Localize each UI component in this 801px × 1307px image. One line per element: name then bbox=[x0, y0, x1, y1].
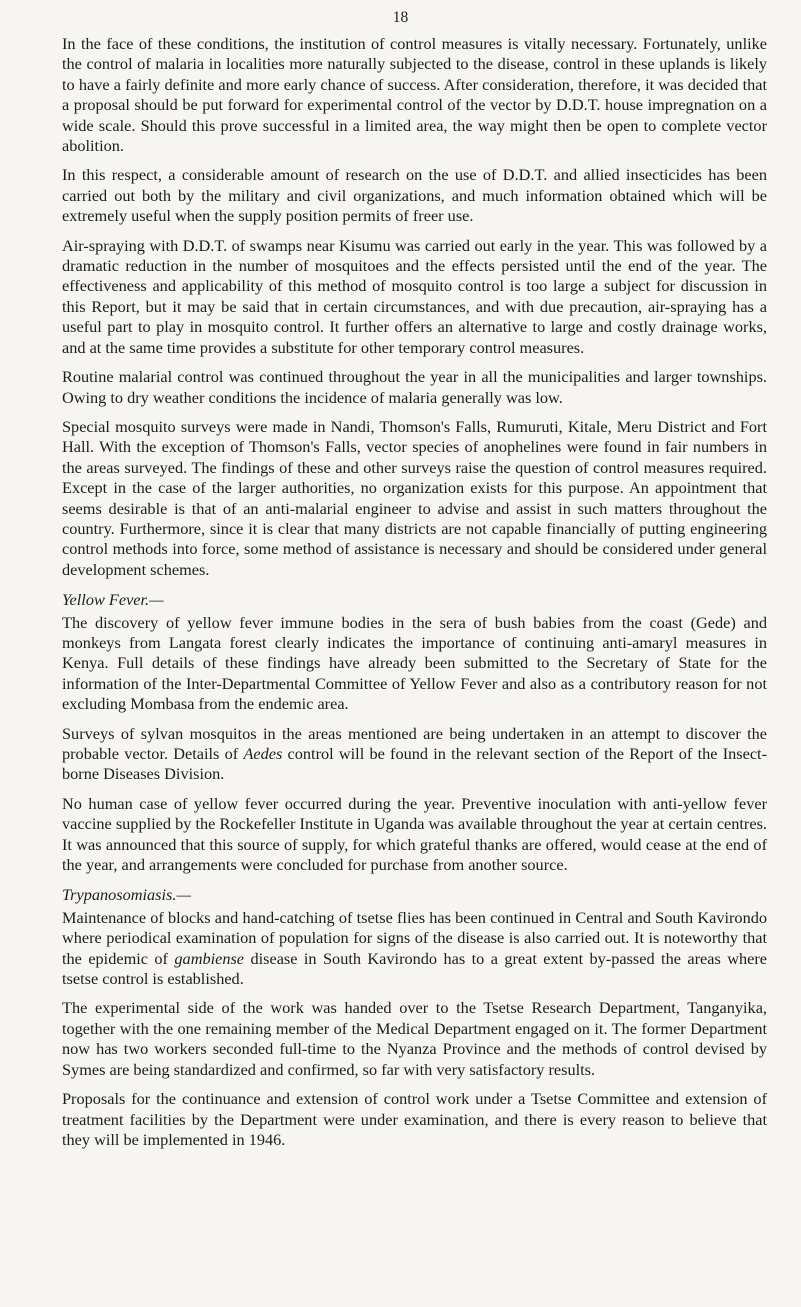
paragraph-sylvan-mosquito-surveys bbox=[62, 724, 767, 785]
paragraph-mosquito-surveys: Special mosquito surveys were made in Nandi, Thomson's Falls, Rumuruti, Kitale, Meru District and Fort Hall. With the exception of Thomson's Falls, vector species of anophelines were found in fair numbers in the areas surveyed. The findings of these and other surveys raise the question of control measures required. Except in the case of the larger authorities, no organization exists for this purpose. An appointment that seems desirable is that of an anti-malarial engineer to advise and assist in such matters throughout the country. Furthermore, since it is clear that many districts are not capable financially of putting engineering control methods into force, some method of assistance is necessary and should be considered under general development schemes. bbox=[62, 416, 767, 579]
text-run: control will be found in the relevant section of the Report of the Insect-borne Diseases Division. bbox=[62, 744, 767, 784]
text-run: disease in South Kavirondo has to a great extent by-passed the areas where tsetse control is established. bbox=[62, 948, 767, 989]
paragraph-malaria-control-uplands: In the face of these conditions, the institution of control measures is vitally necessary. Fortunately, unlike the control of malaria in localities more naturally subjected to the disease, control in these uplands is likely to have a fairly definite and more early chance of success. After consideration, therefore, it was decided that a proposal should be put forward for experimental control of the vector by D.D.T. house impregnation on a wide scale. Should this prove successful in a limited area, the way might then be open to complete vector abolition. bbox=[62, 34, 767, 156]
paragraph-ddt-research: In this respect, a considerable amount of research on the use of D.D.T. and allied insecticides has been carried out both by the military and civil organizations, and much information obtained which will be extremely useful when the supply position permits of freer use. bbox=[62, 165, 767, 226]
paragraph-tsetse-research: The experimental side of the work was handed over to the Tsetse Research Department, Tanganyika, together with the one remaining member of the Medical Department engaged on it. The former Department now has two workers seconded full-time to the Nyanza Province and the methods of control devised by Symes are being standardized and confirmed, so far with very satisfactory results. bbox=[62, 998, 767, 1079]
paragraph-yellow-fever-inoculation: No human case of yellow fever occurred during the year. Preventive inoculation with anti-yellow fever vaccine supplied by the Rockefeller Institute in Uganda was available throughout the year at certain centres. It was announced that this source of supply, for which grateful thanks are offered, would cease at the end of the year, and arrangements were concluded for purchase from another source. bbox=[62, 793, 767, 875]
paragraph-routine-control: Routine malarial control was continued throughout the year in all the municipalities and larger townships. Owing to dry weather conditions the incidence of malaria generally was low. bbox=[62, 367, 767, 407]
italic-term-gambiense: gambiense bbox=[174, 948, 245, 968]
italic-term-aedes: Aedes bbox=[243, 744, 283, 763]
section-heading-yellow-fever: Yellow Fever.— bbox=[62, 590, 164, 610]
section-heading-trypanosomiasis: Trypanosomiasis.— bbox=[62, 885, 191, 905]
paragraph-yellow-fever-immune-bodies: The discovery of yellow fever immune bodies in the sera of bush babies from the coast (Gede) and monkeys from Langata forest clearly indicates the importance of continuing anti-amaryl measures in Kenya. Full details of these findings have already been submitted to the Secretary of State for the information of the Inter-Departmental Committee of Yellow Fever and also as a contributory reason for not excluding Mombasa from the endemic area. bbox=[62, 612, 767, 714]
page-number: 18 bbox=[392, 9, 409, 26]
body-text bbox=[62, 34, 767, 1150]
text-run: Surveys of sylvan mosquitos in the areas mentioned are being undertaken in an attempt to discover the probable vector. Details of bbox=[62, 723, 767, 763]
paragraph-air-spraying: Air-spraying with D.D.T. of swamps near Kisumu was carried out early in the year. This was followed by a dramatic reduction in the number of mosquitoes and the effects persisted until the end of the year. The effectiveness and applicability of this method of mosquito control is too large a subject for discussion in this Report, but it may be said that in certain circumstances, and with due precaution, air-spraying has a useful part to play in mosquito control. It further offers an alternative to large and costly drainage works, and at the same time provides a substitute for other temporary control measures. bbox=[62, 235, 767, 357]
paragraph-tsetse-committee-proposals: Proposals for the continuance and extension of control work under a Tsetse Committee and extension of treatment facilities by the Department were under examination, and there is every reason to believe that they will be implemented in 1946. bbox=[62, 1089, 767, 1149]
text-run: Maintenance of blocks and hand-catching of tsetse flies has been continued in Central and South Kavirondo where periodical examination of population for signs of the disease is also carried out. It is noteworthy that the epidemic of bbox=[62, 907, 767, 968]
paragraph-tsetse-maintenance bbox=[62, 908, 767, 990]
